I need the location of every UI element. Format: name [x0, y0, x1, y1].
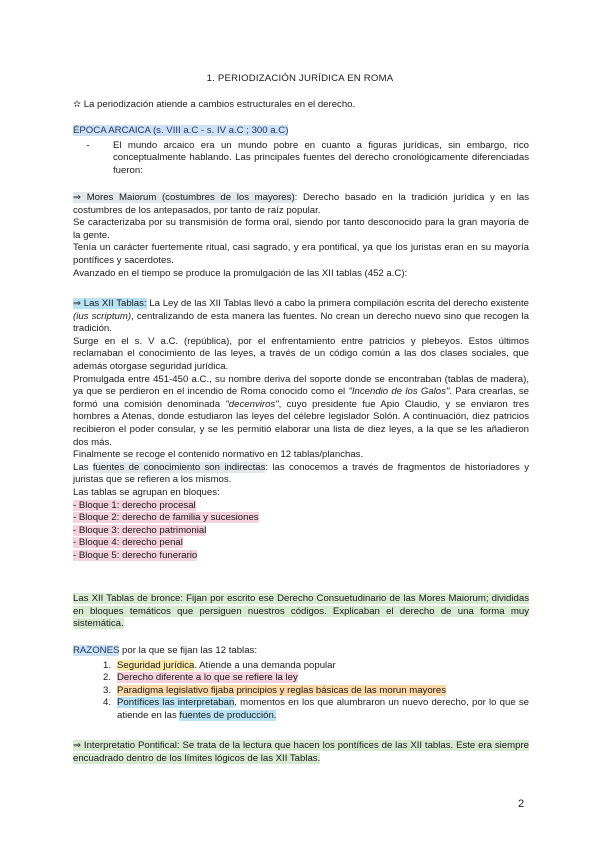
xii-p5-pre: Las [73, 461, 93, 473]
razon-item [73, 672, 529, 685]
razon-highlight: Paradigma legislativo fijaba principios y reglas básicas de las morun mayores [117, 684, 447, 696]
mores-p4: Avanzado en el tiempo se produce la promulgación de las XII tablas (452 a.C): [73, 267, 408, 279]
interpretatio-text: ⇒ Interpretatio Pontifical: Se trata de la lectura que hacen los pontífices de las XII tablas. Este era siempre encuadrado dentro de los límites lógicos de las XII Tablas. [73, 740, 529, 764]
razon-highlight: Seguridad jurídica [117, 659, 195, 671]
bloque-item: - Bloque 2: derecho de familia y sucesiones [73, 512, 259, 524]
xii-p6: Las tablas se agrupan en bloques: [73, 486, 220, 498]
razon-item [73, 685, 529, 698]
list-dash: - [86, 139, 90, 151]
page-title: 1. PERIODIZACIÓN JURÍDICA EN ROMA [206, 73, 394, 84]
mores-p3: Tenía un carácter fuertemente ritual, casi sagrado, y era pontifical, ya que los juristas eran en su mayoría pontífices y sacerdotes. [73, 242, 529, 266]
razon-number: 1. [102, 659, 111, 671]
mores-text: : Derecho basado en la tradición jurídica y en las costumbres de los antepasados, por tanto de raíz popular. [73, 192, 529, 216]
bronce-text: Las XII Tablas de bronce: Fijan por escrito ese Derecho Consuetudinario de las Mores Maiorum; divididas en bloques temáticos que persiguen nuestros códigos. Explicaban el derecho de una forma muy sistemática. [73, 593, 529, 630]
xii-t1-end: , centralizando de esta manera las fuentes. No crean un derecho nuevo sino que recogen la tradición. [73, 310, 529, 335]
xii-p5-post: : las conocemos a través de fragmentos de historiadores y juristas que se refieren a los mismos. [73, 461, 529, 486]
razones-label: RAZONES [73, 645, 120, 656]
intro-line: ✫ La periodización atiende a cambios estructurales en el derecho. [73, 99, 356, 110]
epoca-heading: ÉPOCA ARCAICA (s. VIII a.C - s. IV a.C ; 300 a.C) [73, 125, 289, 136]
bronce-section [73, 593, 529, 631]
mores-label: ⇒ Mores Maiorum (costumbres de los mayores) [73, 192, 295, 203]
xii-p4: Finalmente se recoge el contenido normativo en 12 tablas/planchas. [73, 449, 364, 461]
xii-label: ⇒ Las XII Tablas: [73, 298, 147, 309]
xii-p3c: , cuyo presidente fue Apio Claudio, y se enviaron tres hombres a Atenas, donde estudiaron las leyes del célebre legislador Solón. A continuación, diez patricios recibieron el poder consular, y se les permitió elaborar una lista de diez leyes, a la que se les añadieron dos más. [73, 398, 529, 448]
bloque-item: - Bloque 5: derecho funerario [73, 549, 198, 561]
razon-number: 3. [102, 684, 111, 696]
bloque-item: - Bloque 4: derecho penal [73, 537, 183, 549]
razon-rest: . Atiende a una demanda popular [194, 659, 336, 671]
razon-rest: , momentos en los que alumbraron un nuevo derecho, por lo que se atiende en las [117, 697, 529, 721]
xii-p3-italic2: "decenviros" [225, 398, 279, 410]
xii-p3-italic: "Incendio de los Galos" [348, 386, 450, 398]
xii-tablas-section [73, 298, 529, 562]
epoca-item: El mundo arcaico era un mundo pobre en cuanto a figuras jurídicas, sin embargo, rico conceptualmente hablando. Las principales fuentes del derecho cronológicamente diferenciadas fueron: [113, 139, 529, 176]
xii-p2: Surge en el s. V a.C. (república), por el enfrentamiento entre patricios y plebeyos. Estos últimos reclamaban el conocimiento de las leyes, a través de un código común a las dos clases sociales, que además otorgase seguridad jurídica. [73, 335, 529, 372]
razon-item [73, 697, 529, 722]
razon-highlight: Derecho diferente a lo que se refiere la ley [117, 672, 298, 684]
mores-p2: Se caracterizaba por su transmisión de forma oral, siendo por tanto desconocido para la gran mayoría de la gente. [73, 217, 529, 241]
xii-t1: La Ley de las XII Tablas llevó a cabo la primera compilación escrita del derecho existente [146, 298, 529, 309]
razones-rest: por la que se fijan las 12 tablas: [119, 645, 257, 656]
bloque-item: - Bloque 1: derecho procesal [73, 499, 196, 511]
epoca-arcaica-section [73, 125, 529, 177]
xii-p3b: . Para crearlas, se formó una comisión denominada [73, 386, 530, 410]
interpretatio-section [73, 740, 529, 765]
page-number: 2 [518, 798, 525, 810]
razon-number: 2. [102, 672, 111, 684]
xii-p5-highlight: fuentes de conocimiento son indirectas [92, 461, 266, 473]
razon-number: 4. [102, 697, 111, 709]
razones-section [73, 645, 529, 723]
razon-item [73, 660, 529, 673]
xii-p3a: Promulgada entre 451-450 a.C., su nombre deriva del soporte donde se encontraban (tablas de madera), ya que se perdieron en el incendio de Roma conocido como el [73, 373, 529, 398]
bloque-item: - Bloque 3: derecho patrimonial [73, 524, 207, 536]
mores-section [73, 192, 529, 280]
razon-highlight: Pontífices las interpretaban [117, 697, 235, 709]
razon-highlight-2: fuentes de producción. [179, 709, 277, 721]
xii-t1-italic: (ius scriptum) [73, 310, 132, 322]
